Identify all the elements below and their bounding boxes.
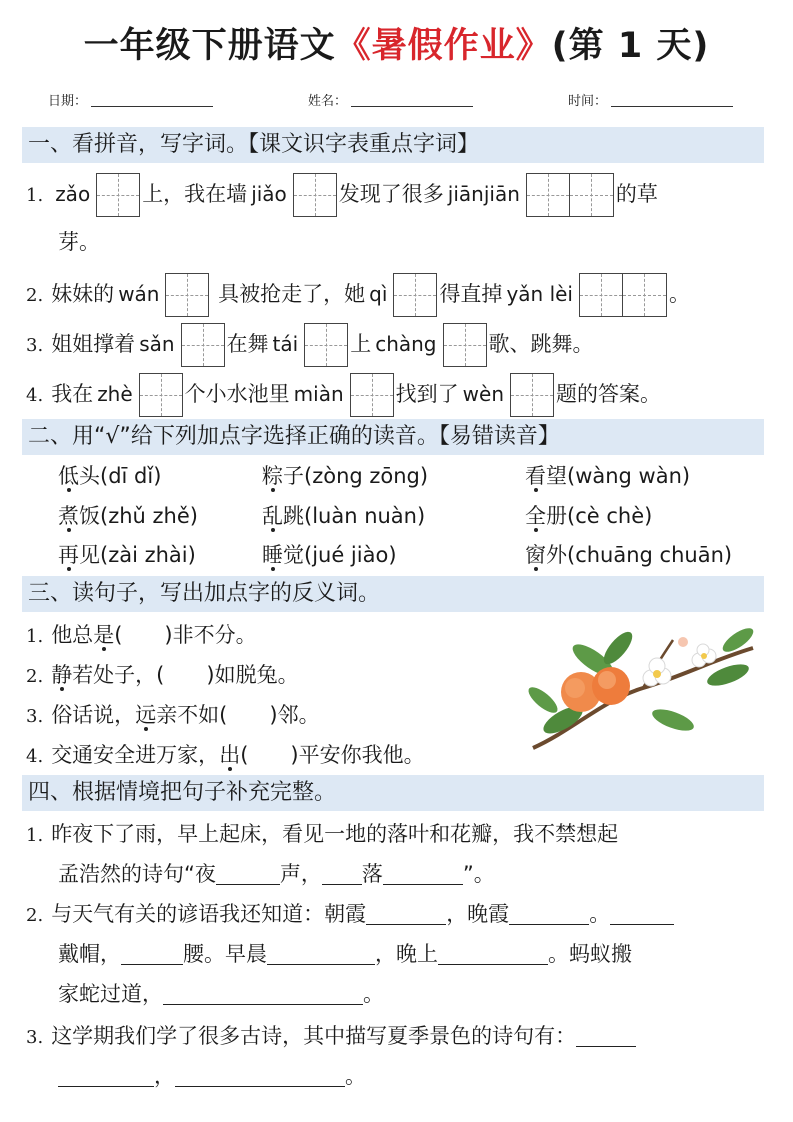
pinyin: qì xyxy=(369,282,388,306)
q-number: 3. xyxy=(26,1027,44,1048)
s4-q2-line2 xyxy=(58,932,632,976)
section1-heading: 一、看拼音，写字词。【课文识字表重点字词】 xyxy=(22,127,764,163)
text: 腰。早晨 xyxy=(183,942,267,966)
answer-blank[interactable] xyxy=(438,940,548,965)
text: 题的答案。 xyxy=(556,382,661,406)
pinyin: tái xyxy=(272,332,299,356)
option-text: 见(zài zhài) xyxy=(79,543,196,567)
text: 在舞 xyxy=(226,332,269,356)
text: ，晚上 xyxy=(375,942,438,966)
pinyin: zhè xyxy=(97,382,133,406)
pinyin: yǎn lèi xyxy=(506,282,573,306)
s4-q3-line2 xyxy=(58,1054,366,1098)
section2-heading: 二、用“√”给下列加点字选择正确的读音。【易错读音】 xyxy=(22,419,764,455)
option-text: 头(dī dǐ) xyxy=(79,464,162,488)
text: 交通安全进万家， xyxy=(51,743,220,767)
pinyin: wèn xyxy=(462,382,504,406)
text: 找到了 xyxy=(395,382,459,406)
date-label: 日期： xyxy=(48,94,88,109)
pinyin-option[interactable] xyxy=(525,496,652,536)
q-number: 1. xyxy=(26,825,44,846)
tianzige-2[interactable] xyxy=(579,273,667,317)
text: 。 xyxy=(668,282,690,306)
text: 声， xyxy=(279,862,322,886)
answer-blank[interactable] xyxy=(121,940,183,965)
option-text: 觉(jué jiào) xyxy=(283,543,397,567)
text: 歌、跳舞。 xyxy=(488,332,594,356)
meta-row xyxy=(0,90,793,112)
pinyin-option[interactable] xyxy=(525,535,732,575)
name-label: 姓名： xyxy=(308,94,348,109)
dotted-char: 煮 xyxy=(58,504,79,528)
time-line[interactable] xyxy=(611,106,733,107)
tianzige-1[interactable] xyxy=(139,373,183,417)
pinyin-option[interactable] xyxy=(262,496,425,536)
text: 孟浩然的诗句“夜 xyxy=(58,862,216,886)
answer-blank[interactable] xyxy=(163,980,363,1005)
name-field[interactable] xyxy=(308,90,473,109)
option-text: 饭(zhǔ zhě) xyxy=(79,504,198,528)
s4-q1-line1 xyxy=(26,812,618,856)
answer-blank[interactable] xyxy=(383,860,463,885)
tianzige-2[interactable] xyxy=(526,173,614,217)
text: 与天气有关的谚语我还知道：朝霞 xyxy=(51,902,367,926)
dotted-char: 出 xyxy=(219,743,241,767)
dotted-char: 乱 xyxy=(262,504,283,528)
text: 家蛇过道， xyxy=(58,982,163,1006)
text: 姐姐撑着 xyxy=(51,332,136,356)
text: 发现了很多 xyxy=(338,182,444,206)
answer-blank[interactable] xyxy=(58,1062,154,1087)
s1-q1-cont: 芽。 xyxy=(58,230,100,254)
text: 。蚂蚁搬 xyxy=(548,942,632,966)
pinyin: miàn xyxy=(293,382,344,406)
tianzige-1[interactable] xyxy=(443,323,487,367)
s1-q4 xyxy=(26,372,661,416)
tianzige-1[interactable] xyxy=(165,273,209,317)
q-number: 4. xyxy=(26,746,44,767)
pinyin: zǎo xyxy=(55,182,91,206)
option-text: 跳(luàn nuàn) xyxy=(283,504,426,528)
pinyin-option[interactable] xyxy=(58,496,198,536)
s4-q3-line1 xyxy=(26,1014,636,1058)
dotted-char: 静 xyxy=(51,663,73,687)
text: ( )非不分。 xyxy=(114,623,257,647)
text: 昨夜下了雨，早上起床，看见一地的落叶和花瓣，我不禁想起 xyxy=(51,822,619,846)
answer-blank[interactable] xyxy=(610,900,674,925)
dotted-char: 看 xyxy=(525,464,546,488)
dotted-char: 再 xyxy=(58,543,79,567)
option-text: 册(cè chè) xyxy=(546,504,653,528)
answer-blank[interactable] xyxy=(366,900,446,925)
text: ( )平安你我他。 xyxy=(240,743,425,767)
pinyin: chàng xyxy=(375,332,437,356)
tianzige-1[interactable] xyxy=(304,323,348,367)
answer-blank[interactable] xyxy=(509,900,589,925)
dotted-char: 窗 xyxy=(525,543,546,567)
text: ”。 xyxy=(462,862,495,886)
answer-blank[interactable] xyxy=(216,860,280,885)
flower-icon xyxy=(643,658,671,686)
text: ， xyxy=(154,1064,175,1088)
s1-q1 xyxy=(26,172,658,216)
answer-blank[interactable] xyxy=(576,1022,636,1047)
s3-q1[interactable] xyxy=(26,613,257,657)
page-title xyxy=(0,18,793,80)
pinyin-option[interactable] xyxy=(525,456,690,496)
text: 的草 xyxy=(615,182,658,206)
text: 亲不如( )邻。 xyxy=(156,703,320,727)
time-field[interactable] xyxy=(568,90,733,109)
tianzige-1[interactable] xyxy=(181,323,225,367)
name-line[interactable] xyxy=(351,106,473,107)
text: 得直掉 xyxy=(439,282,503,306)
date-line[interactable] xyxy=(91,106,213,107)
tianzige-1[interactable] xyxy=(350,373,394,417)
tianzige-1[interactable] xyxy=(393,273,437,317)
answer-blank[interactable] xyxy=(175,1062,345,1087)
option-text: 子(zòng zōng) xyxy=(283,464,429,488)
s1-q3 xyxy=(26,322,594,366)
pinyin-option[interactable] xyxy=(262,456,428,496)
text: 妹妹的 xyxy=(51,282,115,306)
section4-heading: 四、根据情境把句子补充完整。 xyxy=(22,775,764,811)
q-number: 3. xyxy=(26,706,44,727)
q-number: 2. xyxy=(26,905,44,926)
q-number: 4. xyxy=(26,385,44,406)
tianzige-1[interactable] xyxy=(293,173,337,217)
text: 。 xyxy=(363,982,384,1006)
s4-q1-line2 xyxy=(58,852,495,896)
date-field[interactable] xyxy=(48,90,213,109)
q-number: 2. xyxy=(26,666,44,687)
answer-blank[interactable] xyxy=(267,940,375,965)
s4-q2-line1 xyxy=(26,892,674,936)
text: 落 xyxy=(361,862,383,886)
dotted-char: 睡 xyxy=(262,543,283,567)
pinyin-option[interactable] xyxy=(58,456,161,496)
text: ，晚霞 xyxy=(446,902,510,926)
text: 我在 xyxy=(51,382,94,406)
text: 。 xyxy=(589,902,611,926)
pinyin-option[interactable] xyxy=(262,535,397,575)
section3-heading: 三、读句子，写出加点字的反义词。 xyxy=(22,576,764,612)
pinyin-option[interactable] xyxy=(58,535,196,575)
s3-q4[interactable] xyxy=(26,733,425,777)
peach-branch-illustration xyxy=(523,620,763,760)
tianzige-1[interactable] xyxy=(510,373,554,417)
text: 俗话说， xyxy=(51,703,136,727)
title-red: 《暑假作业》 xyxy=(335,26,552,66)
text: 若处子，( )如脱兔。 xyxy=(72,663,299,687)
text: 戴帽， xyxy=(58,942,121,966)
text: 这学期我们学了很多古诗，其中描写夏季景色的诗句有： xyxy=(51,1024,577,1048)
text: 上 xyxy=(350,332,372,356)
q-number: 2. xyxy=(26,285,44,306)
pinyin: sǎn xyxy=(139,332,175,356)
pinyin: jiānjiān xyxy=(447,182,520,206)
title-suffix: (第 1 天) xyxy=(551,26,710,66)
pinyin: jiǎo xyxy=(251,182,287,206)
s1-q2 xyxy=(26,272,690,316)
text: 上，我在墙 xyxy=(142,182,248,206)
tianzige-1[interactable] xyxy=(96,173,140,217)
dotted-char: 低 xyxy=(58,464,79,488)
s3-q3[interactable] xyxy=(26,693,320,737)
text: 个小水池里 xyxy=(184,382,290,406)
title-prefix: 一年级下册语文 xyxy=(83,26,336,66)
dotted-char: 全 xyxy=(525,504,546,528)
text: 。 xyxy=(345,1064,366,1088)
option-text: 外(chuāng chuān) xyxy=(546,543,733,567)
answer-blank[interactable] xyxy=(322,860,362,885)
dotted-char: 远 xyxy=(135,703,157,727)
text: 具被抢走了，她 xyxy=(211,282,366,306)
pinyin: wán xyxy=(118,282,160,306)
dotted-char: 是 xyxy=(93,623,115,647)
q-number: 3. xyxy=(26,335,44,356)
option-text: 望(wàng wàn) xyxy=(546,464,691,488)
q-number: 1. xyxy=(26,626,44,647)
text: 他总 xyxy=(51,623,94,647)
time-label: 时间： xyxy=(568,94,608,109)
dotted-char: 粽 xyxy=(262,464,283,488)
s4-q2-line3 xyxy=(58,972,384,1016)
s3-q2[interactable] xyxy=(26,653,299,697)
q-number: 1. xyxy=(26,185,44,206)
